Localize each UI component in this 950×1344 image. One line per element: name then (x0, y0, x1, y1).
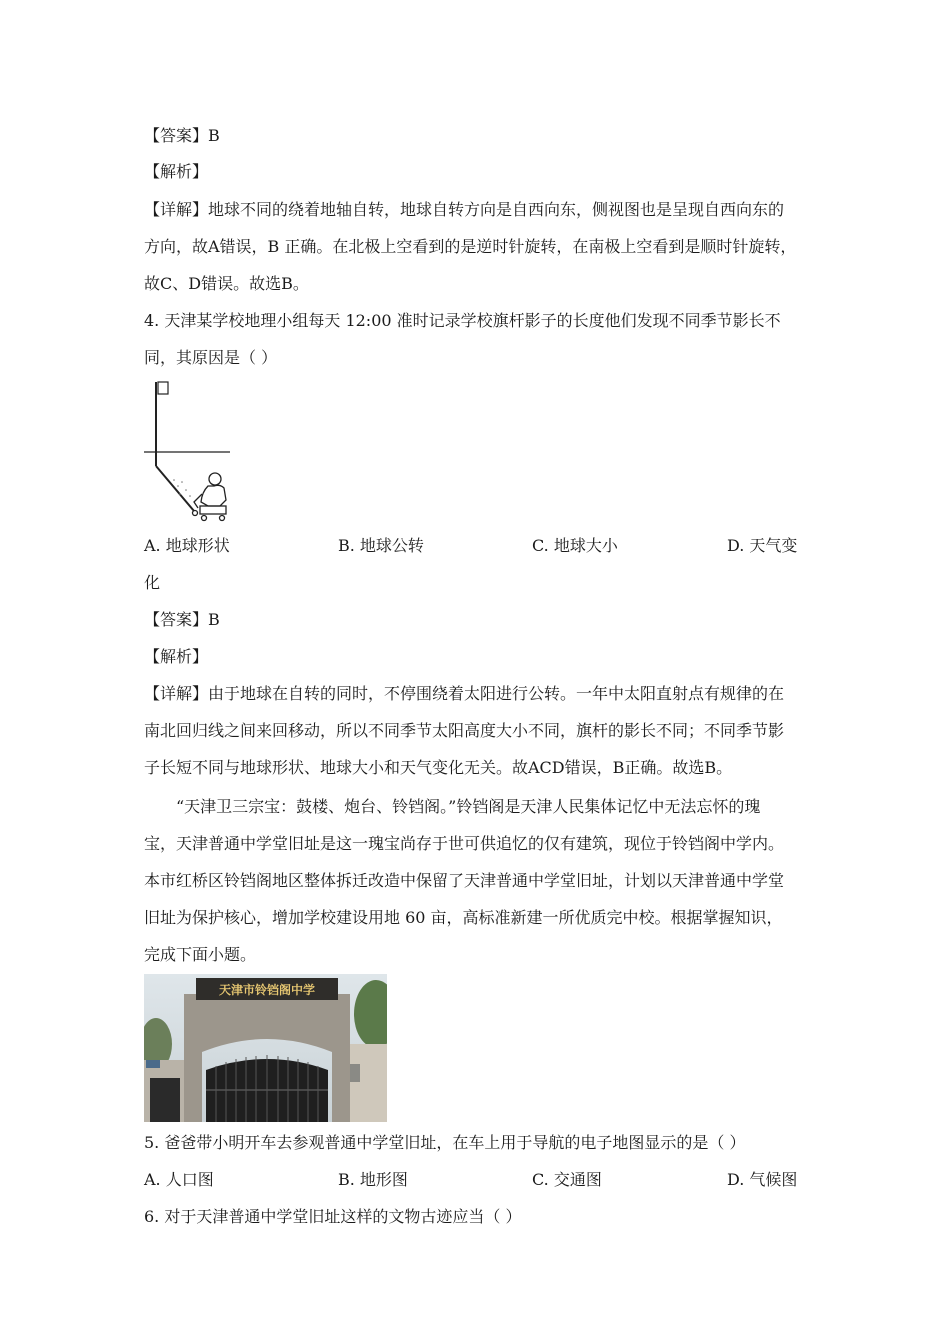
passage-line-5: 完成下面小题。 (144, 945, 257, 964)
shadow-line (156, 466, 194, 511)
passage-line-2: 宝，天津普通中学堂旧址是这一瑰宝尚存于世可供追忆的仅有建筑，现位于铃铛阁中学内。 (144, 834, 785, 853)
q3-detail-line-2: 方向，故A错误，B 正确。在北极上空看到的是逆时针旋转，在南极上空看到是顺时针旋转， (144, 237, 797, 256)
passage-line-1: “天津卫三宗宝：鼓楼、炮台、铃铛阁。”铃铛阁是天津人民集体记忆中无法忘怀的瑰 (176, 797, 761, 816)
q4-stem-line-1: 4. 天津某学校地理小组每天 12:00 准时记录学校旗杆影子的长度他们发现不同季节影长不 (144, 311, 781, 330)
passage-line-4: 旧址为保护核心，增加学校建设用地 60 亩，高标准新建一所优质完中校。根据掌握知识， (144, 908, 783, 927)
flag (158, 382, 168, 394)
street-sign (146, 1060, 160, 1068)
q4-analysis-heading: 【解析】 (144, 647, 209, 666)
q4-option-d: D. 天气变 (727, 536, 798, 555)
q4-option-a: A. 地球形状 (144, 536, 230, 555)
gate-sign-text: 天津市铃铛阁中学 (218, 983, 316, 997)
q5-stem: 5. 爸爸带小明开车去参观普通中学堂旧址，在车上用于导航的电子地图显示的是（ ） (144, 1133, 746, 1152)
q5-option-d: D. 气候图 (727, 1170, 798, 1189)
q3-analysis-heading: 【解析】 (144, 162, 209, 181)
school-gate-photo (144, 974, 387, 1122)
q4-option-c: C. 地球大小 (532, 536, 618, 555)
q4-detail-line-3: 子长短不同与地球形状、地球大小和天气变化无关。故ACD错误，B正确。故选B。 (144, 758, 733, 777)
q4-answer: 【答案】B (144, 610, 220, 629)
q5-option-a: A. 人口图 (144, 1170, 214, 1189)
flagpole-shadow-figure (144, 378, 236, 524)
passage-line-3: 本市红桥区铃铛阁地区整体拆迁改造中保留了天津普通中学堂旧址，计划以天津普通中学堂 (144, 871, 785, 890)
person-figure (193, 473, 227, 521)
q3-detail-line-3: 故C、D错误。故选B。 (144, 274, 309, 293)
iron-gate (206, 1055, 328, 1122)
q6-stem: 6. 对于天津普通中学堂旧址这样的文物古迹应当（ ） (144, 1207, 522, 1226)
q4-option-b: B. 地球公转 (338, 536, 424, 555)
q4-option-d-wrap: 化 (144, 573, 161, 592)
q4-detail-line-1: 【详解】由于地球在自转的同时，不停围绕着太阳进行公转。一年中太阳直射点有规律的在 (144, 684, 785, 703)
q4-detail-line-2: 南北回归线之间来回移动，所以不同季节太阳高度大小不同，旗杆的影长不同；不同季节影 (144, 721, 785, 740)
q4-stem-line-2: 同，其原因是（ ） (144, 348, 278, 367)
q3-answer: 【答案】B (144, 126, 220, 145)
q5-option-c: C. 交通图 (532, 1170, 602, 1189)
q3-detail-line-1: 【详解】地球不同的绕着地轴自转，地球自转方向是自西向东，侧视图也是呈现自西向东的 (144, 200, 785, 219)
q5-option-b: B. 地形图 (338, 1170, 408, 1189)
